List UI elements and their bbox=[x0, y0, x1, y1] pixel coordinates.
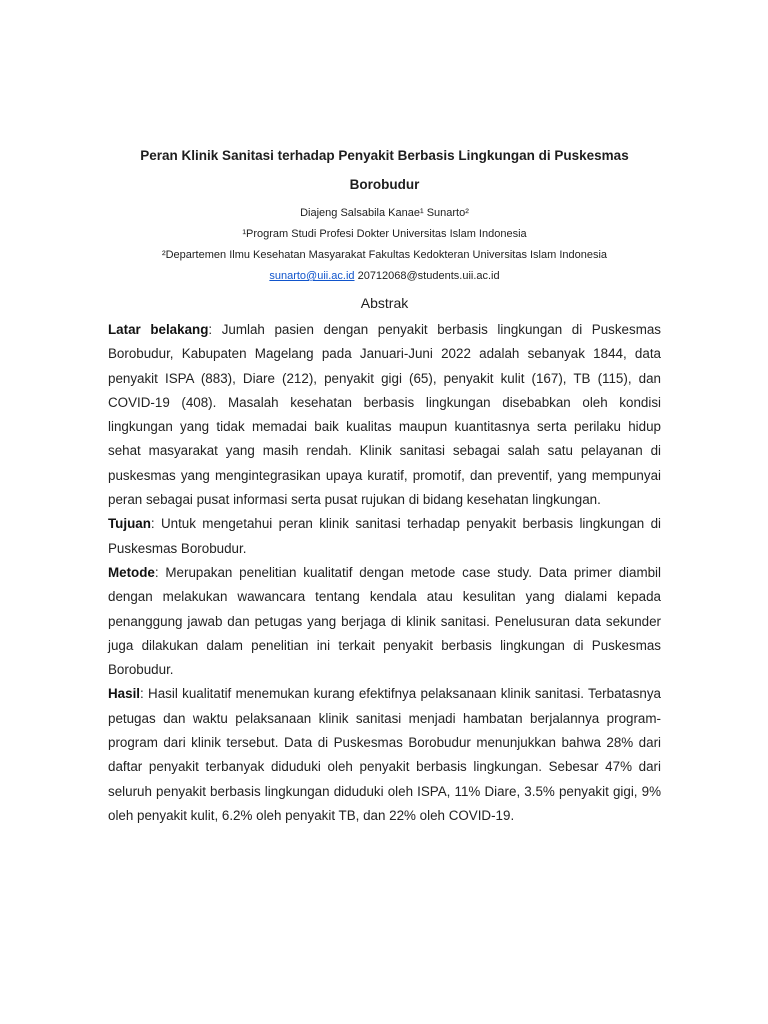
affiliation-1: ¹Program Studi Profesi Dokter Universitas Islam Indonesia bbox=[242, 228, 527, 240]
abstract-heading: Abstrak bbox=[360, 295, 409, 311]
section-background bbox=[108, 318, 661, 512]
section-method bbox=[108, 561, 661, 682]
contact-emails bbox=[108, 266, 661, 287]
section-label: Hasil bbox=[108, 686, 141, 702]
section-label: Metode bbox=[108, 564, 155, 580]
section-results bbox=[108, 682, 661, 828]
section-objective bbox=[108, 512, 661, 561]
email-student: 20712068@students.uii.ac.id bbox=[357, 270, 500, 282]
section-label: Latar belakang bbox=[108, 322, 209, 337]
author-names: Diajeng Salsabila Kanae¹ Sunarto² bbox=[300, 207, 469, 219]
paper-title-line-1: Peran Klinik Sanitasi terhadap Penyakit Berbasis Lingkungan di Puskesmas bbox=[140, 148, 629, 163]
affiliation-2: ²Departemen Ilmu Kesehatan Masyarakat Fakultas Kedokteran Universitas Islam Indonesia bbox=[161, 249, 608, 261]
section-label: Tujuan bbox=[108, 516, 151, 532]
section-text: : Hasil kualitatif menemukan kurang efektifnya pelaksanaan klinik sanitasi. Terbatasnya petugas dan waktu pelaksanaan klinik sanitasi menjadi hambatan berjalannya program-program dari klinik tersebut. Data di Puskesmas Borobudur menunjukkan bahwa 28% dari daftar penyakit terbanyak diduduki oleh penyakit berbasis lingkungan. Sebesar 47% dari seluruh penyakit berbasis lingkungan diduduki oleh ISPA, 11% Diare, 3.5% penyakit gigi, 9% oleh penyakit kulit, 6.2% oleh penyakit TB, dan 22% oleh COVID-19. bbox=[108, 686, 661, 823]
paper-title-line-2: Borobudur bbox=[349, 177, 420, 192]
section-text: : Merupakan penelitian kualitatif dengan metode case study. Data primer diambil dengan melakukan wawancara tentang kendala atau kesulitan yang dialami kepada penanggung jawab dan petugas yang berjaga di klinik sanitasi. Penelusuran data sekunder juga dilakukan dalam penelitian ini terkait penyakit berbasis lingkungan di Puskesmas Borobudur. bbox=[108, 564, 661, 678]
email-link-sunarto[interactable]: sunarto@uii.ac.id bbox=[269, 270, 355, 282]
paper-title bbox=[108, 141, 661, 199]
abstract-body bbox=[108, 318, 661, 828]
author-block bbox=[108, 203, 661, 287]
section-text: : Untuk mengetahui peran klinik sanitasi terhadap penyakit berbasis lingkungan di Puskesmas Borobudur. bbox=[108, 516, 661, 556]
section-text: : Jumlah pasien dengan penyakit berbasis lingkungan di Puskesmas Borobudur, Kabupaten Magelang pada Januari-Juni 2022 adalah sebanyak 1844, data penyakit ISPA (883), Diare (212), penyakit gigi (65), penyakit kulit (167), TB (115), dan COVID-19 (408). Masalah kesehatan berbasis lingkungan disebabkan oleh kondisi lingkungan yang tidak memadai baik kualitas maupun kuantitasnya serta perilaku hidup sehat masyarakat yang masih rendah. Klinik sanitasi sebagai salah satu pelayanan di puskesmas yang mengintegrasikan upaya kuratif, promotif, dan preventif, yang mempunyai peran sebagai pusat informasi serta pusat rujukan di bidang kesehatan lingkungan. bbox=[108, 322, 661, 508]
